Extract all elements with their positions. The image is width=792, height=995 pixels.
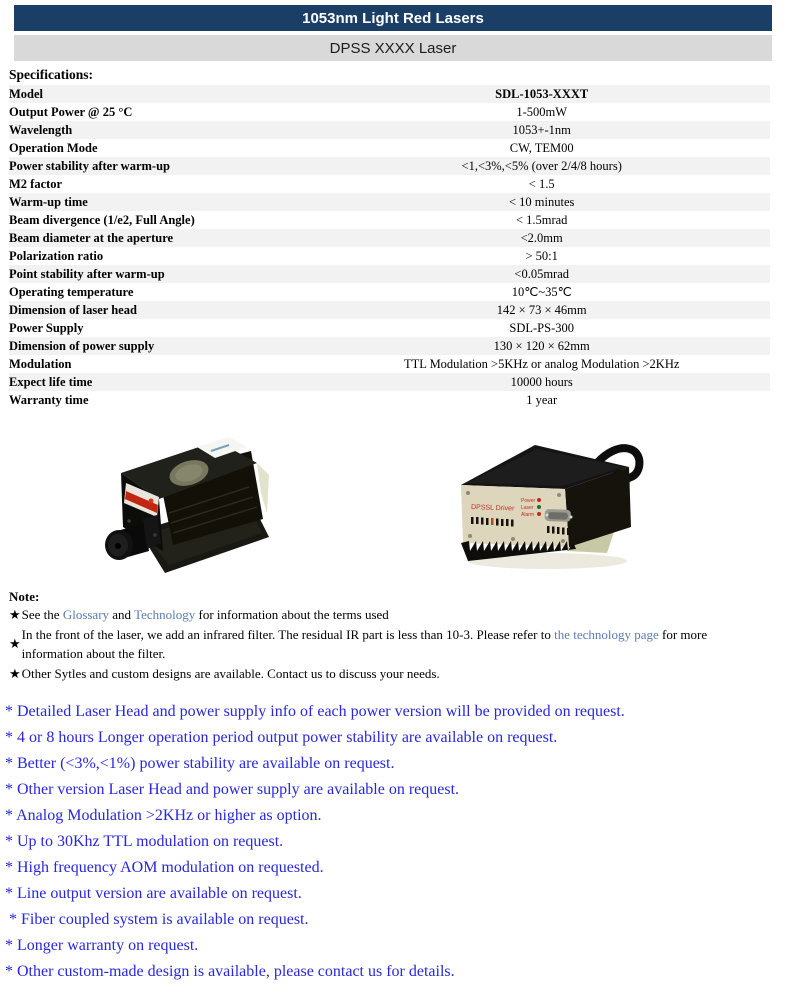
spec-row	[9, 193, 770, 211]
psu-panel-title: DPSSL Driver	[470, 504, 515, 513]
star-icon: ★	[9, 607, 21, 622]
note-text: Other Sytles and custom designs are available. Contact us to discuss your needs.	[21, 665, 440, 681]
spec-label: Power stability after warm-up	[9, 158, 170, 173]
note-list	[9, 605, 770, 683]
spec-value: <1,<3%,<5% (over 2/4/8 hours)	[461, 158, 622, 173]
bullet-item: * Other custom-made design is available, please contact us for details.	[5, 963, 455, 980]
spec-value: > 50:1	[525, 248, 558, 263]
spec-value: 130 × 120 × 62mm	[493, 338, 590, 353]
spec-value: <0.05mrad	[514, 266, 569, 281]
spec-label: Warm-up time	[9, 194, 88, 209]
psu-led-label-power: Power	[521, 498, 536, 504]
page-subtitle-bar	[14, 35, 772, 61]
bullet-item: * Up to 30Khz TTL modulation on request.	[5, 833, 284, 850]
note-link[interactable]: the technology page	[554, 626, 659, 642]
psu-led-power	[537, 498, 541, 502]
spec-label: M2 factor	[9, 176, 63, 191]
spec-row	[9, 283, 770, 301]
bullet-item: * Longer warranty on request.	[5, 937, 199, 954]
note-text: See the Glossary and Technology for information about the terms used	[21, 607, 389, 622]
spec-label: Dimension of power supply	[9, 338, 155, 353]
spec-value: SDL-PS-300	[509, 320, 574, 335]
spec-row	[9, 157, 770, 175]
spec-label: Dimension of laser head	[9, 302, 137, 317]
spec-value: <2.0mm	[520, 230, 563, 245]
spec-label: Power Supply	[9, 320, 84, 335]
spec-value: 10000 hours	[510, 374, 573, 389]
spec-label: Beam diameter at the aperture	[9, 230, 174, 245]
spec-row	[9, 229, 770, 247]
spec-label: Polarization ratio	[9, 248, 104, 263]
spec-label: Wavelength	[9, 122, 73, 137]
spec-value: 1-500mW	[516, 104, 568, 119]
note-link[interactable]: Technology	[134, 607, 196, 622]
spec-label: Expect life time	[9, 374, 93, 389]
spec-label: Warranty time	[9, 392, 89, 407]
psu-led-alarm	[537, 512, 541, 516]
spec-value: SDL-1053-XXXT	[495, 86, 589, 101]
spec-value: < 10 minutes	[509, 194, 575, 209]
page-title: 1053nm Light Red Lasers	[302, 9, 484, 27]
page-subtitle: DPSS XXXX Laser	[329, 39, 457, 57]
star-icon: ★	[9, 665, 21, 681]
spec-row	[9, 319, 770, 337]
spec-row	[9, 337, 770, 355]
laser-head-photo	[99, 423, 279, 575]
specifications-table	[9, 85, 770, 409]
bullet-item: * High frequency AOM modulation on requested.	[5, 859, 324, 876]
psu-led-label-alarm: Alarm	[521, 512, 535, 518]
bullet-item: * Detailed Laser Head and power supply info of each power version will be provided on request.	[5, 703, 625, 720]
spec-label: Operating temperature	[9, 284, 134, 299]
spec-value: < 1.5mrad	[515, 212, 568, 227]
spec-row	[9, 121, 770, 139]
specifications-heading: Specifications:	[9, 67, 93, 82]
spec-value: 10℃~35℃	[511, 285, 572, 299]
bullet-item: * Line output version are available on request.	[5, 885, 302, 902]
spec-value: 1 year	[526, 392, 558, 407]
spec-row	[9, 373, 770, 391]
spec-value: 1053+-1nm	[512, 122, 571, 137]
spec-value: TTL Modulation >5KHz or analog Modulation >2KHz	[404, 356, 680, 371]
bullet-item: * 4 or 8 hours Longer operation period output power stability are available on request.	[5, 729, 558, 746]
spec-row	[9, 211, 770, 229]
note-heading: Note:	[9, 589, 40, 604]
spec-row	[9, 301, 770, 319]
spec-label: Beam divergence (1/e2, Full Angle)	[9, 212, 195, 227]
spec-row	[9, 139, 770, 157]
note-link[interactable]: Glossary	[62, 607, 110, 622]
note-item	[9, 664, 770, 684]
page-title-bar	[14, 5, 772, 31]
spec-row	[9, 85, 770, 103]
spec-label: Point stability after warm-up	[9, 266, 165, 281]
note-item	[9, 605, 770, 625]
bullet-list	[5, 699, 792, 985]
product-images	[9, 423, 770, 581]
spec-label: Modulation	[9, 356, 72, 371]
bullet-item: * Analog Modulation >2KHz or higher as option.	[5, 807, 322, 824]
note-text: In the front of the laser, we add an infrared filter. The residual IR part is less than 10-3. Please refer to the technology page for more information about the filter.	[21, 626, 711, 661]
bullet-item: * Other version Laser Head and power supply are available on request.	[5, 781, 460, 798]
spec-row	[9, 355, 770, 373]
star-icon: ★	[9, 636, 21, 652]
bullet-item: * Better (<3%,<1%) power stability are available on request.	[5, 755, 395, 772]
spec-table-body	[9, 85, 770, 409]
spec-row	[9, 175, 770, 193]
spec-row	[9, 247, 770, 265]
spec-label: Output Power @ 25 °C	[9, 104, 133, 119]
psu-led-laser	[537, 505, 541, 509]
psu-led-label-laser: Laser	[521, 505, 534, 511]
spec-row	[9, 391, 770, 409]
power-supply-photo	[447, 423, 647, 575]
note-item	[9, 625, 770, 664]
spec-label: Model	[9, 86, 44, 101]
spec-row	[9, 103, 770, 121]
psu-db15-connector	[545, 509, 573, 522]
spec-row	[9, 265, 770, 283]
bullet-item: * Fiber coupled system is available on request.	[5, 911, 309, 928]
spec-value: 142 × 73 × 46mm	[496, 302, 587, 317]
spec-value: < 1.5	[528, 176, 555, 191]
spec-label: Operation Mode	[9, 140, 98, 155]
spec-value: CW, TEM00	[509, 140, 574, 155]
